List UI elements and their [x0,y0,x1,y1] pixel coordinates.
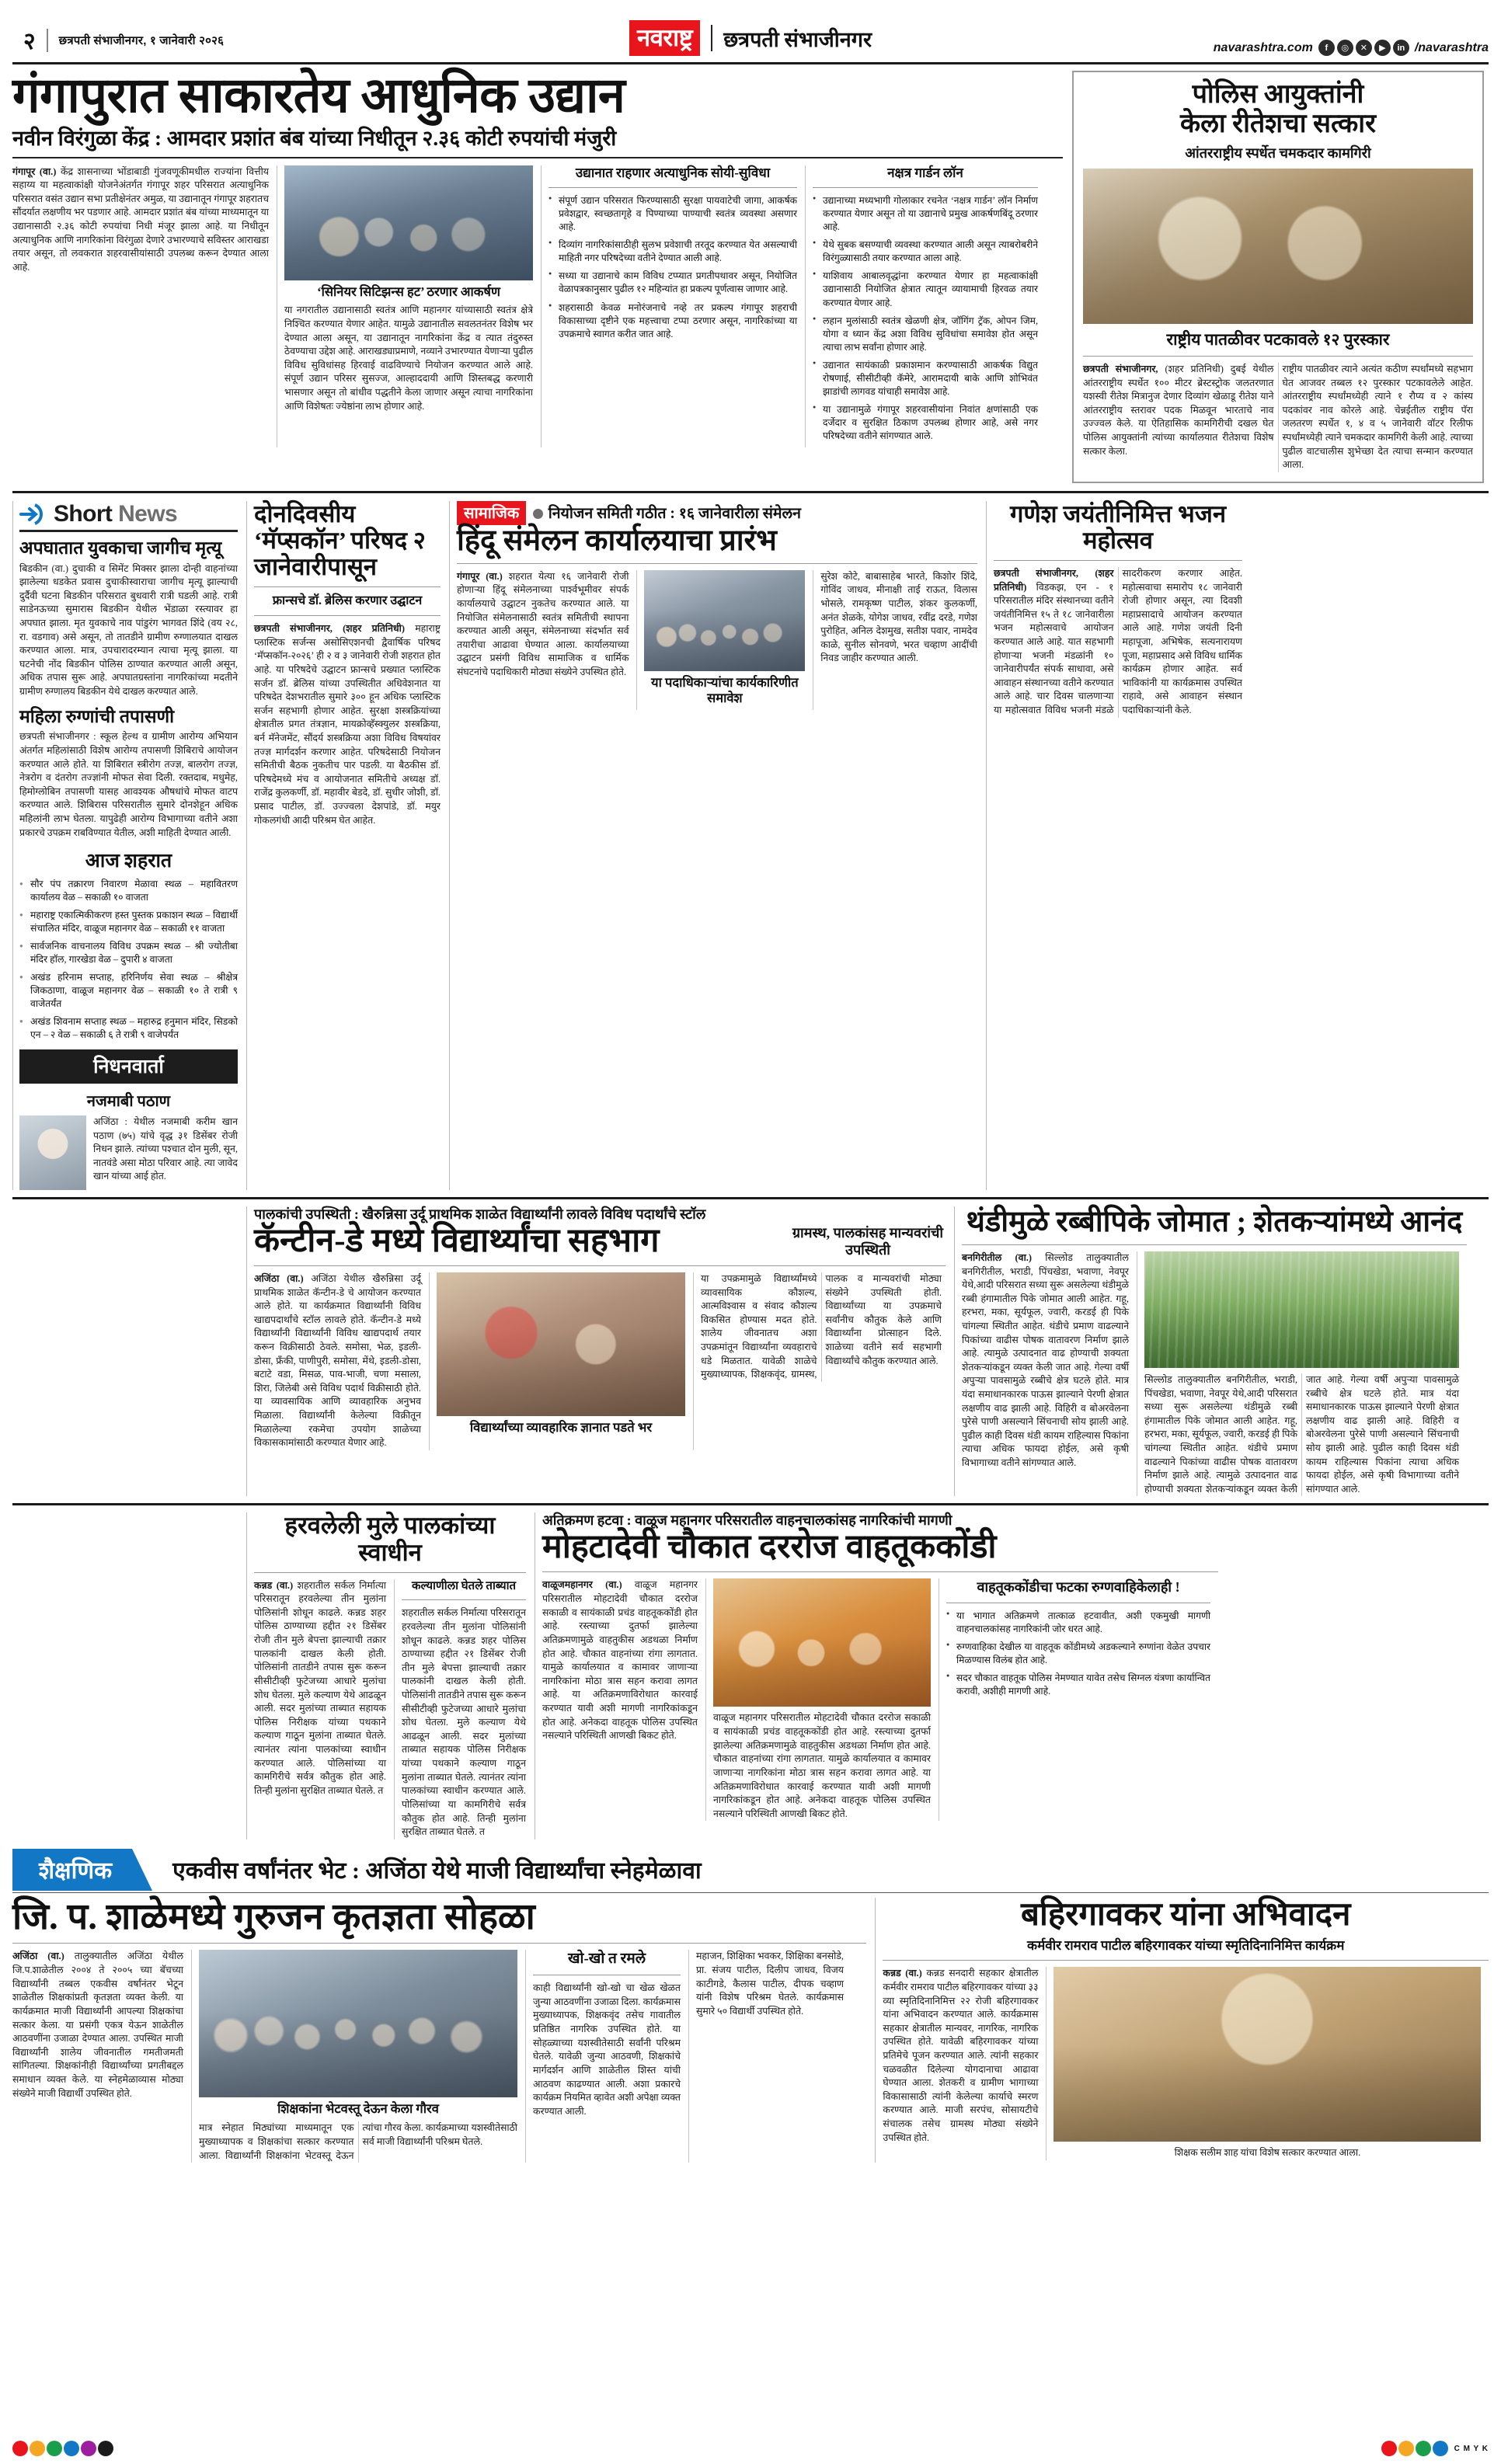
zp-col-3 [525,1950,681,2163]
zp-body-1 [12,1950,183,2100]
rabbi-headline: थंडीमुळे रब्बीपिके जोमात ; शेतकऱ्यांमध्ये आनंद [966,1205,1463,1238]
lead-col-1 [12,165,269,448]
lost-children-col-1 [254,1579,386,1839]
shortnews-item2-head: महिला रुग्णांची तपासणी [19,706,175,726]
police-headline-2: केला रीतेशचा सत्कार [1179,110,1376,139]
police-body-1 [1083,363,1274,458]
color-swatch [81,2441,96,2456]
rabbi-columns [962,1251,1467,1496]
lost-children-body-text: शहरातील सर्कल निर्मात्या परिसरातून हरवलेल्या तीन मुलांना पोलिसांनी शोधून काढले. कन्नड शहर पोलिस ठाण्याच्या हद्दीत २१ डिसेंबर रोजी तीन मुले बेपत्ता झाल्याची तक्रार पालकांनी दाखल केली होती. पोलिसांनी तातडीने तपास सुरू करून सीसीटीव्ही फुटेजच्या आधारे मुलांचा शोध घेतला. मुले कल्याण येथे आढळून आली. सदर मुलांच्या ताब्यात सहायक पोलिस निरीक्षक यांच्या पथकाने कल्याण गाठून मुलांना ताब्यात घेतले. त्यानंतर त्यांना पालकांच्या स्वाधीन करण्यात आले. पोलिसांच्या या कामगिरीचे सर्वत्र कौतुक होत आहे. तिन्ही मुलांना सुरक्षित ताब्यात घेतले. त [254,1579,386,1796]
instagram-icon[interactable]: ◎ [1337,40,1353,56]
list-item: ● उद्यानात सायंकाळी प्रकाशमान करण्यासाठी आकर्षक विद्युत रोषणाई, सीसीटीव्ही कॅमेरे, आरामदायी बाके आणि शोभिवंत झाडांची लागवड यांचाही समावेश आहे. [813,359,1038,398]
traffic-kicker: अतिक्रमण हटवा : वाळूज महानगर परिसरातील वाहनचालकांसह नागरिकांची मागणी [542,1512,952,1529]
lead-box-1 [541,165,797,448]
rabbi-body-1 [962,1251,1129,1470]
lost-children-cols [254,1579,526,1839]
lead-dateline: गंगापूर (वा.) [12,165,57,177]
traffic-photo [713,1578,931,1707]
color-swatch [1416,2441,1431,2456]
police-headline-1: पोलिस आयुक्तांनी [1192,80,1364,109]
ganesh-article [986,501,1242,1190]
lead-subhead: नवीन विरंगुळा केंद्र : आमदार प्रशांत बंब यांच्या निधीतून २.३६ कोटी रुपयांची मंजुरी [12,126,617,150]
rabbi-dateline: बनगिरीतील (वा.) [962,1251,1032,1263]
hindu-photo-caption: या पदाधिकाऱ्यांचा कार्यकारिणीत समावेश [651,674,799,705]
lead-photo-caption: ‘सिनियर सिटिझन्स हट’ ठरणार आकर्षण [317,284,500,299]
masthead-left [12,24,401,56]
hindu-body-2: सुरेश कोटे, बाबासाहेब भारते, किशोर शिंदे, गोविंद जाधव, मीनाक्षी ताई राऊत, विलास भोसले, रामकृष्ण पाटील, शंकर कुलकर्णी, अनंत शेळके, योगेश जाधव, रवींद्र दरडे, गणेश पुरोहित, अनिल देशमुख, सतीश पवार, नामदेव काळे, सुनील सोनवणे, भरत चव्हाण आदींची निवड जाहीर करण्यात आली. [820,570,977,664]
cmyk-label: C M Y K [1454,2444,1489,2453]
canteen-col-3 [693,1272,942,1450]
zp-columns [12,1950,866,2163]
police-body-columns [1083,363,1473,472]
brand-logo: नवराष्ट्र [629,20,700,56]
canteen-body-2: या उपक्रमामुळे विद्यार्थ्यांमध्ये व्यावसायिक कौशल्य, आत्मविश्वास व संवाद कौशल्य विकसित होण्यास मदत होते. शालेय जीवनातच अशा उपक्रमांतून विद्यार्थ्यांना व्यवहाराचे धडे मिळतात. यावेळी शाळेचे मुख्याध्यापक, शिक्षकवृंद, ग्रामस्थ, पालक व मान्यवरांची मोठ्या संख्येने उपस्थिती होती. विद्यार्थ्यांच्या या उपक्रमाचे सर्वांनीच कौतुक केले आणि विद्यार्थ्यांना प्रोत्साहन दिले. शाळेच्या वतीने सर्व सहभागी विद्यार्थ्यांचे कौतुक करण्यात आले. [701,1272,942,1380]
police-photo [1083,169,1473,324]
section-tag-educational: शैक्षणिक [12,1849,132,1891]
traffic-bullets [946,1610,1210,1698]
color-swatch [1398,2441,1414,2456]
color-swatch [47,2441,62,2456]
band-2 [12,501,1489,1190]
mapscon-body [254,622,441,827]
hindu-kicker-row [457,501,977,525]
obituary-body: अजिंठा : येथील नजमाबी करीम खान पठाण (७५) यांचे वृद्ध ३१ डिसेंबर रोजी निधन झाले. त्यांच्या पश्चात दोन मुली, सून, नातवंडे असा मोठा परिवार आहे. त्या जावेद खान यांच्या आई होत. [93,1115,238,1182]
lost-children-article [246,1512,526,1839]
divider [47,29,48,52]
today-in-city-list [19,878,238,1042]
list-item: ● अखंड शिवनाम सप्ताह स्थळ – महारुद्र हनुमान मंदिर, सिडको एन – २ वेळ – सकाळी ६ ते रात्री ९ वाजेपर्यंत [19,1015,238,1042]
divider [12,1892,1489,1893]
list-item: ● रुग्णवाहिका देखील या वाहतूक कोंडीमध्ये अडकल्याने रुग्णांना वेळेत उपचार मिळण्यास विलंब होत आहे. [946,1641,1210,1667]
divider [254,1572,526,1573]
list-item: ● सदर चौकात वाहतूक पोलिस नेमण्यात यावेत तसेच सिग्नल यंत्रणा कार्यान्वित करावी, अशीही मागणी आहे. [946,1672,1210,1698]
linkedin-icon[interactable]: in [1393,40,1409,56]
zp-col-4 [688,1950,844,2163]
list-item: ● सध्या या उद्यानाचे काम विविध टप्प्यात प्रगतीपथावर असून, नियोजित वेळापत्रकानुसार पुढील १२ महिन्यांत हा प्रकल्प पूर्णत्वास जाणार आहे. [549,270,797,296]
traffic-col-3 [939,1578,1210,1821]
list-item: ● सौर पंप तक्रारण निवारण मेळावा स्थळ – महावितरण कार्यालय वेळ – सकाळी १० वाजता [19,878,238,904]
list-item: ● संपूर्ण उद्यान परिसरात फिरण्यासाठी सुरक्षा पायवाटेची जागा, आकर्षक प्रवेशद्वार, स्वच्छतागृहे व पिण्याच्या पाण्याची स्वतंत्र व्यवस्था असणार आहे. [549,194,797,234]
bullet-dot [533,509,543,519]
band4-spacer [12,1512,238,1839]
shortnews-item1-body: बिडकीन (वा.) दुचाकी व सिमेंट मिक्सर झाला दोन्ही वाहनांच्या झालेल्या धडकेत प्रवास दुचाकीस्वाराचा जागीच मृत्यू झाल्याची दुर्दैवी घटना बिडकीन परिसरात बुधवारी रात्री घडली आहे. रात्री साडेनऊच्या सुमारास बिडकीन येथील भेंडाळा रस्त्यावर हा अपघात झाला. मृत युवकाचे नाव पांडुरंग भागवत शिंदे (वय २८, रा. वडगाव) असे असून, तो तातडीने ग्रामीण रुग्णालयात दाखल करण्यात आला. मात्र, उपचारादरम्यान त्याचा मृत्यू झाला. या घटनेची नोंद बिडकीन पोलिस ठाण्यात करण्यात आली असून, अधिक तपास सुरू आहे. अपघातग्रस्तांना नागरिकांच्या मदतीने ग्रामीण रुग्णालय बिडकीन येथे दाखल करण्यात आले. [19,562,238,698]
facebook-icon[interactable]: f [1318,40,1335,56]
hindu-dateline: गंगापूर (वा.) [457,570,503,582]
mapscon-headline: दोनदिवसीय ‘मॅप्सकॉन’ परिषद २ जानेवारीपासून [254,499,426,580]
lost-children-col-2 [394,1579,526,1839]
zp-body-text: तालुक्यातील अजिंठा येथील जि.प.शाळेतील २००४ ते २००५ च्या बॅचच्या विद्यार्थ्यांनी तब्बल एकवीस वर्षांनंतर भेटून शाळेतील शिक्षकांप्रती कृतज्ञता व्यक्त केली. या कार्यक्रमात माजी विद्यार्थ्यांनी आपल्या शिक्षकांचा सत्कार केला. या प्रसंगी एकत्र येऊन शाळेतील आठवणींना उजाळा देण्यात आला. उपस्थित माजी विद्यार्थ्यांनी शालेय जीवनातील गमतीजमती सांगितल्या. शिक्षकांनीही विद्यार्थ्यांच्या प्रगतीबद्दल समाधान व्यक्त केले. या स्नेहमेळाव्यास मोठ्या संख्येने माजी विद्यार्थी उपस्थित होते. [12,1951,183,2099]
rabbi-article [954,1206,1467,1497]
lead-box1-head: उद्यानात राहणार अत्याधुनिक सोयी-सुविधा [575,165,771,180]
color-swatch [1381,2441,1397,2456]
lost-children-headline: हरवलेली मुले पालकांच्या स्वाधीन [284,1512,496,1566]
police-kicker: आंतरराष्ट्रीय स्पर्धेत चमकदार कामगिरी [1185,145,1371,162]
obituary-name: नजमाबी पठाण [86,1092,171,1110]
bahirgaonkar-headline: बहिरगावकर यांना अभिवादन [1021,1896,1351,1933]
lead-photo [284,165,533,280]
short-news-title: Short News [54,500,178,527]
divider [883,1960,1489,1961]
social-handle: /navarashtra [1414,40,1489,54]
bahirgaonkar-body-1 [883,1967,1038,2145]
list-item: ● शहरासाठी केवळ मनोरंजनाचे नव्हे तर प्रकल्प गंगापूर शहराची विकासाच्या दृष्टीने एक महत्त्वाचा टप्पा ठरणार असून, नागरिकांच्या या उपक्रमाचे स्वागत करीत जात आहे. [549,301,797,341]
canteen-body-1 [254,1272,421,1450]
hindu-body-1 [457,570,629,680]
hindu-headline: हिंदू संमेलन कार्यालयाचा प्रारंभ [457,524,777,557]
education-banner [12,1849,867,1891]
masthead-location-date: छत्रपती संभाजीनगर, १ जानेवारी २०२६ [58,33,225,47]
traffic-col-2 [705,1578,931,1821]
registration-marks-right [1381,2441,1489,2456]
canteen-col-1 [254,1272,421,1450]
shortnews-item1-head: अपघातात युवकाचा जागीच मृत्यू [19,538,222,558]
bahirgaonkar-article [875,1898,1489,2163]
list-item: ● सार्वजनिक वाचनालय विविध उपक्रम स्थळ – श्री ज्योतीबा मंदिर हॉल, गारखेडा वेळ – दुपारी ४ वाजता [19,940,238,966]
obituary-entry [19,1115,238,1190]
mapscon-body-text: महाराष्ट्र प्लास्टिक सर्जन्स असोसिएशनची द्वैवार्षिक परिषद ‘मॅप्सकॉन-२०२६’ ही २ व ३ जानेवारी रोजी शहरात होत आहे. या परिषदेचे उद्घाटन फ्रान्सचे प्रख्यात प्लास्टिक सर्जन डॉ. ब्रेलिस यांच्या उपस्थितीत अधिवेशनात या परिषदेत देशभरातील सुमारे ३०० हून अधिक प्लास्टिक सर्जन सहभागी होणार आहेत. सुरक्षा शस्त्रक्रियांच्या क्षेत्रातील प्रगत तंत्रज्ञान, मायक्रोव्हॅस्क्युलर शस्त्रक्रिया, बर्न मॅनेजमेंट, सौंदर्य शस्त्रक्रिया अशा विविध विषयांवर तज्ज्ञ मार्गदर्शन करणार आहेत. परिषदेसाठी नियोजन समितीची बैठक नुकतीच पार पडली. या बैठकीस डॉ. परिषदेमध्ये मंच व आयोजनात समितीचे अध्यक्ष डॉ. राजेंद्र कुलकर्णी, डॉ. महावीर बेडदे, डॉ. सुधीर जोशी, डॉ. प्रसाद पाटील, डॉ. उज्ज्वला देशपांडे, डॉ. मयुर गोकलगंधी आदी परिश्रम घेत आहेत. [254,623,441,826]
list-item: ● या उद्यानामुळे गंगापूर शहरवासीयांना निवांत क्षणांसाठी एक दर्जेदार व सुरक्षित ठिकाण उपलब्ध होणार आहे, असे नगर परिषदेच्या वतीने सांगण्यात आले. [813,403,1038,443]
band-5 [12,1898,1489,2163]
mapscon-kicker: फ्रान्सचे डॉ. ब्रेलिस करणार उद्घाटन [272,594,423,608]
lead-box2-head: नक्षत्र गार्डन लॉन [887,165,963,180]
shortnews-item2-body: छत्रपती संभाजीनगर : स्कूल हेल्थ व ग्रामीण आरोग्य अभियान अंतर्गत महिलांसाठी विशेष आरोग्य तपासणी शिबिराचे आयोजन करण्यात आले होते. या शिबिरात स्त्रीरोग तज्ज्ञ, बालरोग तज्ज्ञ, नेत्ररोग व दंतरोग तज्ज्ञांनी मोफत सेवा दिली. रक्तदाब, मधुमेह, हिमोग्लोबिन तपासणी यासह आवश्यक औषधांचे मोफत वाटप करण्यात आले. शिबिरास परिसरातील सुमारे दोनशेहून अधिक महिलांनी लाभ घेतला. यापुढेही आरोग्य विभागाच्या वतीने अशा प्रकारचे उपक्रम राबविण्यात येतील, अशी माहिती देण्यात आली. [19,731,238,838]
rabbi-photo [1144,1251,1459,1368]
zp-photo-caption: शिक्षकांना भेटवस्तू देऊन केला गौरव [277,2101,439,2117]
bahirgaonkar-col-2 [1046,1967,1481,2160]
ganesh-body-text: विडकझ, एन - १ परिसरातील मंदिर संस्थानच्या वतीने जयंतीनिमित्त १५ ते १८ जानेवारीला भजन महोत्सवाचे आयोजन करण्यात आले आहे. यात सहभागी होणाऱ्या भजनी मंडळांनी १० जानेवारीपर्यंत संपर्क साधावा, असे आवाहन संस्थानच्या वतीने करण्यात आले आहे. चार दिवस चालणाऱ्या या महोत्सवात विविध भजनी मंडळे सादरीकरण करणार आहेत. महोत्सवाचा समारोप १८ जानेवारी रोजी होणार असून, त्या दिवशी महाप्रसादाचे आयोजन करण्यात आले आहे. गणेश जयंती दिनी महापूजा, अभिषेक, सत्यनारायण पूजा, महाप्रसाद असे विविध धार्मिक कार्यक्रम होणार आहेत. सर्व भाविकांनी या कार्यक्रमास उपस्थित राहावे, असे आवाहन संस्थान पदाधिकाऱ्यांनी केले. [994,567,1242,716]
mapscon-article [246,501,441,1190]
divider [549,187,797,188]
rabbi-body-2: सिल्लोड तालुक्यातील बनगिरीतील, भराडी, पिंचखेडा, भवाणा, नेवपूर येथे,आदी परिसरात सध्या सुरू असलेल्या थंडीमुळे रब्बी हंगामातील पिके जोमात आली आहेत. गहू, हरभरा, मका, सूर्यफूल, ज्वारी, करडई ही पिके चांगल्या स्थितीत आहेत. थंडीचे प्रमाण वाढल्याने पिकांच्या वाढीस पोषक वातावरण निर्माण झाले आहे. त्यामुळे उत्पादनात वाढ होण्याची शक्यता शेतकऱ्यांकडून व्यक्त केली जात आहे. गेल्या वर्षी अपुऱ्या पावसामुळे रब्बीचे क्षेत्र घटले होते. मात्र यंदा समाधानकारक पाऊस झाल्याने पेरणी क्षेत्रात लक्षणीय वाढ झाली आहे. विहिरी व बोअरवेलना पुरेसे पाणी असल्याने सिंचनाची सोय झाली आहे. पुढील काही दिवस थंडी कायम राहिल्यास पिकांना त्याचा अधिक फायदा होईल, असे कृषी विभागाच्या वतीने सांगण्यात आले. [1144,1373,1459,1495]
canteen-article [246,1206,946,1497]
color-swatch [12,2441,28,2456]
lead-article [12,68,1063,483]
police-body-text: (शहर प्रतिनिधी) दुबई येथील आंतरराष्ट्रीय स्पर्धेत १०० मीटर ब्रेस्टस्ट्रोक जलतरणात यशस्वी रीतेश मित्रानुज देणार दिव्यांग खेळाडू रीतेश याने आंतरराष्ट्रीय स्तरावर पदक मिळवून भारताचे नाव उज्ज्वल केले. या ऐतिहासिक कामगिरीची दखल घेत पोलिस आयुक्तांनी त्यांच्या कार्यालयात रीतेशचा विशेष सत्कार केला. [1083,363,1274,457]
mapscon-dateline: छत्रपती संभाजीनगर, (शहर प्रतिनिधी) [254,623,405,635]
divider [994,560,1242,561]
section-rule [12,1197,1489,1199]
rabbi-col-2 [1137,1251,1459,1496]
obituary-title: निधनवार्ता [19,1049,238,1084]
registration-marks-left [12,2441,113,2456]
ganesh-body [994,567,1242,718]
hindu-kicker: नियोजन समिती गठीत : १६ जानेवारीला संमेलन [530,506,801,522]
short-news-logo [19,501,238,527]
lead-col2-body: या नगरातील उद्यानासाठी स्वतंत्र आणि महानगर यांच्यासाठी स्वतंत्र क्षेत्रे निश्चित करण्यात येणार आहेत. यामुळे उद्यानातील सवलतनंतर विशेष भर देण्यात आला असून, या उद्यानातून नागरिकांना केंद्र व त्यात तंदुरुस्त ठेवण्याचा उद्देश आहे. आराखड्याप्रमाणे, नव्याने उभारण्यात येणाऱ्या पुढील विविध सुविधांसह हिरवाई वाढविण्याचे नियोजन करण्यात आले आहे. संपूर्ण उद्यान परिसर सुसज्ज, आल्हाददायी आणि शिस्तबद्ध करणारी भासणार असून तो बांधीव पद्धतीने केला जाणार असून त्याचा नागरिकांना आणि विशेषतः ज्येष्ठांना लाभ होणार आहे. [284,305,533,412]
hindu-photo [644,570,805,671]
section-rule [12,491,1489,493]
hindu-col-1 [457,570,629,711]
traffic-col-1 [542,1578,698,1821]
masthead [12,11,1489,59]
education-banner-row [12,1839,1489,1891]
police-article [1072,71,1484,483]
today-in-city-title: आज शहरात [85,851,172,872]
divider [254,586,441,587]
canteen-columns [254,1272,946,1450]
divider [457,563,977,564]
police-dateline: छत्रपती संभाजीनगर, [1083,363,1158,374]
youtube-icon[interactable]: ▶ [1374,40,1391,56]
lead-columns [12,165,1063,448]
lead-col-2 [277,165,533,448]
hindu-columns [457,570,977,711]
color-swatch [64,2441,79,2456]
section-label-social: सामाजिक [457,501,526,525]
list-item: ● लहान मुलांसाठी स्वतंत्र खेळणी क्षेत्र, जॉगिंग ट्रॅक, ओपन जिम, योगा व ध्यान केंद्र अशा विविध सुविधांचा समावेश होत असून त्याचा लाभ सर्वांना होणार आहे. [813,315,1038,354]
traffic-body-2: वाळूज महानगर परिसरातील मोहटादेवी चौकात दररोज सकाळी व सायंकाळी प्रचंड वाहतूककोंडी होत आहे. रस्त्याच्या दुतर्फा झालेल्या अतिक्रमणामुळे वाहतुकीस अडथळा निर्माण होत आहे. चौकात वाहनांच्या रांगा लागतात. यामुळे कार्यालयात व कामावर जाणाऱ्या नागरिकांना मोठा त्रास सहन करावा लागत आहे. या अतिक्रमणाविरोधात कारवाई करण्यात यावी अशी मागणी नागरिकांकडून होत आहे. अनेकदा वाहतूक पोलिस उपस्थित नसल्याने परिस्थिती आणखी बिकट होते. [713,1712,931,1819]
page-number: २ [23,29,36,54]
arrow-icon [19,503,47,526]
bahirgaonkar-col-1 [883,1967,1038,2160]
color-swatch [30,2441,45,2456]
zp-headline: जि. प. शाळेमध्ये गुरुजन कृतज्ञता सोहळा [12,1896,535,1937]
website-url[interactable]: navarashtra.com [1213,40,1313,54]
hindu-col-3 [813,570,977,711]
top-zone [12,68,1489,483]
list-item: ● महाराष्ट्र एकात्मिकीकरण हस्त पुस्तक प्रकाशन स्थळ – विद्यार्थी संचालित मंदिर, वाळूज महानगर वेळ – सकाळी ११ वाजता [19,909,238,935]
hindu-col-2 [636,570,805,711]
bahirgaonkar-body-text: कन्नड सनदारी सहकार क्षेत्रातील कर्मवीर रामराव पाटील बहिरगावकर यांच्या ३३ व्या स्मृतिदिनानिमित्त २२ रोजी बहिरगावकर यांना अभिवादन करण्यात आले. कार्यक्रमास सहकार क्षेत्रातील मान्यवर, नागरिक, नागरिक उपस्थित होते. यावेळी बहिरगावकर यांच्या प्रतिमेचे पूजन करण्यात आले. त्यांनी सहकार चळवळीत दिलेल्या योगदानाचा आढावा घेण्यात आला. शेतकरी व ग्रामीण भागाच्या विकासासाठी त्यांनी केलेल्या कार्याचे स्मरण करण्यात आले. माजी सरपंच, सोसायटीचे संचालक तसेच ग्रामस्थ मोठ्या संख्येने उपस्थित होते. [883,1968,1039,2143]
rabbi-col-1 [962,1251,1129,1496]
brand-divider [711,25,712,51]
color-swatch [98,2441,113,2456]
bahirgaonkar-kicker: कर्मवीर रामराव पाटील बहिरगावकर यांच्या स्मृतिदिनानिमित्त कार्यक्रम [1027,1938,1345,1954]
lead-col1-body: केंद्र शासनाच्या भोंडाबाडी गुंजवणूकीमधील राज्यांना वित्तीय सहाय्य या महत्वाकांक्षी योजनेअंतर्गत गंगापूर शहर परिसरात अत्याधुनिक परिसरात वसंत उद्यान सभा प्रतीक्षेनंतर अमुळ, या उद्यानातून गंगापूर शहरातच सौंदर्यात लक्षणीय भर पडणार आहे. आमदार प्रशांत बंब यांच्या माध्यमातून या उद्यानासाठी २.३६ कोटी रुपयांचा निधी मंजूर झाला आहे. या निधीतून अत्याधुनिक आणि नागरिकांना विरंगुळा देणारे उभारण्याचे सविस्तर आराखडा तयार असून, तो लवकरात शहरवासीयांसाठी उपलब्ध करून देण्यात आला आहे. [12,165,269,273]
masthead-rule [12,62,1489,64]
canteen-dateline: अजिंठा (वा.) [254,1272,304,1284]
traffic-headline: मोहटादेवी चौकात दररोज वाहतूककोंडी [542,1529,997,1566]
obituary-photo [19,1115,86,1190]
education-banner-text: एकवीस वर्षांनंतर भेट : अजिंठा येथे माजी विद्यार्थ्यांचा स्नेहमेळावा [172,1858,702,1885]
band-3 [12,1206,1489,1497]
band-4 [12,1512,1489,1839]
zp-dateline: अजिंठा (वा.) [12,1951,64,1962]
traffic-dateline: वाळूजमहानगर (वा.) [542,1579,622,1591]
divider [1083,356,1473,357]
bahirgaonkar-photo [1053,1967,1481,2142]
masthead-brand [401,20,1100,56]
traffic-sidehead: वाहतूककोंडीचा फटका रुग्णवाहिकेलाही ! [977,1579,1180,1596]
list-item: ● दिव्यांग नागरिकांसाठीही सुलभ प्रवेशाची तरतूद करण्यात येत असल्याची माहिती नगर परिषदेच्या वतीने देण्यात आली आहे. [549,238,797,265]
canteen-headline: कॅन्टीन-डे मध्ये विद्यार्थ्यांचा सहभाग [254,1222,660,1259]
lost-children-kicker: कल्याणीला घेतले ताब्यात [411,1579,517,1592]
canteen-kicker: पालकांची उपस्थिती : खैरुन्निसा उर्दू प्राथमिक शाळेत विद्यार्थ्यांनी लावले विविध पदार्थांचे स्टॉल [254,1206,706,1222]
section-rule [12,1503,1489,1505]
list-item: ● उद्यानाच्या मध्यभागी गोलाकार रचनेत ‘नक्षत्र गार्डन’ लॉन निर्माण करण्यात येणार असून तो या उद्यानाचे प्रमुख आकर्षणबिंदू ठरणार आहे. [813,194,1038,234]
bahirgaonkar-dateline: कन्नड (वा.) [883,1968,922,1979]
social-icons [1318,40,1409,56]
list-item: ● येथे सुबक बसण्याची व्यवस्था करण्यात आली असून त्याबरोबरीने विरंगुळ्यासाठी तयार करण्यात आला आहे. [813,238,1038,265]
zp-photo [199,1950,517,2097]
ganesh-headline: गणेश जयंतीनिमित्त भजन महोत्सव [1009,499,1227,554]
divider [402,1599,526,1600]
divider [813,187,1038,188]
divider [19,530,238,532]
traffic-article [535,1512,1218,1839]
canteen-head-row [254,1223,946,1259]
hindu-conference-article [449,501,977,1190]
divider [254,1265,946,1266]
lead-box1-list [549,194,797,341]
lost-children-dateline: कन्नड (वा.) [254,1579,294,1591]
lead-headline: गंगापुरात साकारतेय आधुनिक उद्यान [12,68,625,123]
canteen-body-text: अजिंठा येथील खैरुन्निसा उर्दू प्राथमिक शाळेत कॅन्टीन-डे चे आयोजन करण्यात आले होते. या कार्यक्रमात विद्यार्थ्यांनी विविध खाद्यपदार्थांचे स्टॉल लावले होते. कॅन्टीन-डे मध्ये विद्यार्थ्यांनी विद्यार्थ्यांनी विविध खाद्यपदार्थ तयार करून विक्रीसाठी ठेवले. समोसा, भेळ, इडली-डोसा, फ्रँकी, पाणीपुरी, समोसा, मेंथे, इडली-डोसा, बटाटे वडा, मिसळ, पाव-भाजी, चणा मसाला, शिरा, जिलेबी असे विविध पदार्थ विक्रीसाठी होते. या व्यावसायिक आणि व्यावहारिक अनुभव मिळाला. विद्यार्थ्यांनी केलेल्या विक्रीतून मिळालेल्या रकमेचा उपयोग शाळेच्या विकासकामांसाठी करण्यात येणार आहे. [254,1272,421,1449]
twitter-x-icon[interactable]: ✕ [1356,40,1372,56]
divider [962,1244,1467,1245]
rabbi-body-text: सिल्लोड तालुक्यातील बनगिरीतील, भराडी, पिंचखेडा, भवाणा, नेवपूर येथे,आदी परिसरात सध्या सुरू असलेल्या थंडीमुळे रब्बी हंगामातील पिके जोमात आली आहेत. गहू, हरभरा, मका, सूर्यफूल, ज्वारी, करडई ही पिके चांगल्या स्थितीत आहेत. थंडीचे प्रमाण वाढल्याने पिकांच्या वाढीस पोषक वातावरण निर्माण झाले आहे. त्यामुळे उत्पादनात वाढ होण्याची शक्यता शेतकऱ्यांकडून व्यक्त केली जात आहे. गेल्या वर्षी अपुऱ्या पावसामुळे रब्बीचे क्षेत्र घटले होते. मात्र यंदा समाधानकारक पाऊस झाल्याने पेरणी क्षेत्रात लक्षणीय वाढ झाली आहे. विहिरी व बोअरवेलना पुरेसे पाणी असल्याने सिंचनाची सोय झाली आहे. पुढील काही दिवस थंडी कायम राहिल्यास पिकांना त्याचा अधिक फायदा होईल, असे कृषी विभागाच्या वतीने सांगण्यात आले. [962,1251,1129,1469]
lead-box-2 [805,165,1038,448]
edition-name: छत्रपती संभाजीनगर [723,27,872,51]
list-item: ● याशिवाय आबालवृद्धांना करण्यात येणार हा महत्वाकांक्षी उद्यानासाठी नियोजित क्षेत्रात त्यातून व्यायामाची हिरवळ तयार करण्यात येणार आहे. [813,270,1038,309]
bahirgaonkar-photo-caption: शिक्षक सलीम शाह यांचा विशेष सत्कार करण्यात आला. [1174,2147,1361,2159]
band3-spacer [12,1206,238,1497]
masthead-right [1100,40,1489,56]
divider [542,1571,1218,1572]
zp-col-1 [12,1950,183,2163]
police-body-2: राष्ट्रीय पातळीवर त्याने अत्यंत कठीण स्पर्धांमध्ये सहभाग घेत आजवर तब्बल १२ पुरस्कार पटकावलेले आहेत. आंतरराष्ट्रीय स्पर्धांमध्येही त्याने १ रौप्य व २ कांस्य पदकांवर नाव कोरले आहे. चेन्नईतील राष्ट्रीय पॅरा जलतरण स्पर्धेत १, ४ व ५ जानेवारी वॉटर रिलीफ स्पर्धांमध्येही त्याने चमकदार कामगिरी केली आहे. त्याच्या पुढील वाटचालीस शुभेच्छा देत त्याचा सन्मान करण्यात आला. [1282,363,1473,471]
zp-sub-body: काही विद्यार्थ्यांनी खो-खो चा खेळ खेळत जुन्या आठवणींना उजाळा दिला. कार्यक्रमास मुख्याध्यापक, शिक्षकवृंद तसेच गावातील प्रतिष्ठित नागरिक उपस्थित होते. या सोहळ्याच्या यशस्वीतेसाठी सर्वांनी परिश्रम घेतले. यावेळी जुन्या आठवणी, शिक्षकांचे मार्गदर्शन आणि शाळेतील शिस्त यांची आठवण काढण्यात आली. अशा प्रकारचे कार्यक्रम नियमित व्हावेत अशी अपेक्षा व्यक्त करण्यात आली. [533,1982,681,2117]
list-item: ● अखंड हरिनाम सप्ताह, हरिनिर्णय सेवा स्थळ – श्रीक्षेत्र जिकठाणा, वाळूज महानगर वेळ – सकाळी १० ते रात्री ९ वाजेतर्यंत [19,971,238,1011]
lead-col1-text [12,165,269,275]
canteen-sidehead: ग्रामस्थ, पालकांसह मान्यवरांची उपस्थिती [792,1224,944,1258]
zp-names: महाजन, शिक्षिका भवकर, शिक्षिका बनसोडे, प्रा. संजय पाटील, दिलीप जाधव, विजय काटीगडे, कैलास पाटील, दीपक चव्हाण यांनी विशेष परिश्रम घेतले. कार्यक्रमास सुमारे ५० विद्यार्थी उपस्थित होते. [696,1951,845,2017]
canteen-col-2 [429,1272,685,1450]
list-item: ● या भागात अतिक्रमणे तात्काळ हटवावीत, अशी एकमुखी मागणी वाहनचालकांसह नागरिकांनी जोर धरत आहे. [946,1610,1210,1636]
color-swatch [1433,2441,1448,2456]
zp-body-2: मात्र स्नेहात मिठ्यांच्या माध्यमातून एक मुख्याध्यापक व शिक्षकांचा सत्कार करण्यात आला. विद्यार्थ्यांनी शिक्षकांना भेटवस्तू देऊन त्यांचा गौरव केला. कार्यक्रमाच्या यशस्वीतेसाठी सर्व माजी विद्यार्थ्यांनी परिश्रम घेतले. [199,2122,517,2161]
zp-school-article [12,1898,866,2163]
hindu-body-text: शहरात येत्या १६ जानेवारी रोजी होणाऱ्या हिंदू संमेलनाच्या पार्श्वभूमीवर संपर्क कार्यालयाचे उद्घाटन नुकतेच करण्यात आले. या नियोजित संमेलनासाठी स्वतंत्र समितीची स्थापना करण्यात आली असून, संमेलनाच्या संदर्भात सर्व तयारीचा आढावा घेण्यात आला. कार्यालयाच्या उद्घाटन प्रसंगी विविध सामाजिक व धार्मिक संघटनांचे पदाधिकारी मोठ्या संख्येने उपस्थित होते. [457,570,629,678]
traffic-body-1 [542,1578,698,1742]
lead-box2-list [813,194,1038,443]
bahirgaonkar-columns [883,1967,1489,2160]
lost-children-body-2: शहरातील सर्कल निर्मात्या परिसरातून हरवलेल्या तीन मुलांना पोलिसांनी शोधून काढले. कन्नड शहर पोलिस ठाण्याच्या हद्दीत २१ डिसेंबर रोजी तीन मुले बेपत्ता झाल्याची तक्रार पालकांनी दाखल केली होती. पोलिसांनी तातडीने तपास सुरू करून सीसीटीव्ही फुटेजच्या आधारे मुलांचा शोध घेतला. मुले कल्याण येथे आढळून आली. सदर मुलांच्या ताब्यात सहायक पोलिस निरीक्षक यांच्या पथकाने कल्याण गाठून मुलांना ताब्यात घेतले. त्यानंतर त्यांना पालकांच्या स्वाधीन करण्यात आले. पोलिसांच्या या कामगिरीचे सर्वत्र कौतुक होत आहे. तिन्ही मुलांना सुरक्षित ताब्यात घेतले. त [402,1607,526,1838]
zp-col-2 [191,1950,517,2163]
divider [12,1943,866,1944]
police-photo-caption: राष्ट्रीय पातळीवर पटकावले १२ पुरस्कार [1166,330,1390,350]
traffic-body-text: वाळूज महानगर परिसरातील मोहटादेवी चौकात दररोज सकाळी व सायंकाळी प्रचंड वाहतूककोंडी होत आहे. रस्त्याच्या दुतर्फा झालेल्या अतिक्रमणामुळे वाहतुकीस अडथळा निर्माण होत आहे. चौकात वाहनांच्या रांगा लागतात. यामुळे कार्यालयात व कामावर जाणाऱ्या नागरिकांना मोठा त्रास सहन करावा लागत आहे. या अतिक्रमणाविरोधात कारवाई करण्यात यावी अशी मागणी नागरिकांकडून होत आहे. अनेकदा वाहतूक पोलिस उपस्थित नसल्याने परिस्थिती आणखी बिकट होते. [542,1579,698,1742]
canteen-photo-caption: विद्यार्थ्यांच्या व्यावहारिक ज्ञानात पडते भर [469,1419,653,1435]
ganesh-dateline: छत्रपती संभाजीनगर, (शहर प्रतिनिधी) [994,567,1114,593]
ganesh-body-columns [994,567,1242,718]
canteen-photo [437,1272,685,1416]
traffic-columns [542,1578,1218,1821]
lost-children-body-1 [254,1579,386,1798]
short-news-column [12,501,238,1190]
divider [254,615,441,616]
lead-underline [12,157,1063,158]
zp-sub-head: खो-खो त रमले [568,1951,646,1968]
